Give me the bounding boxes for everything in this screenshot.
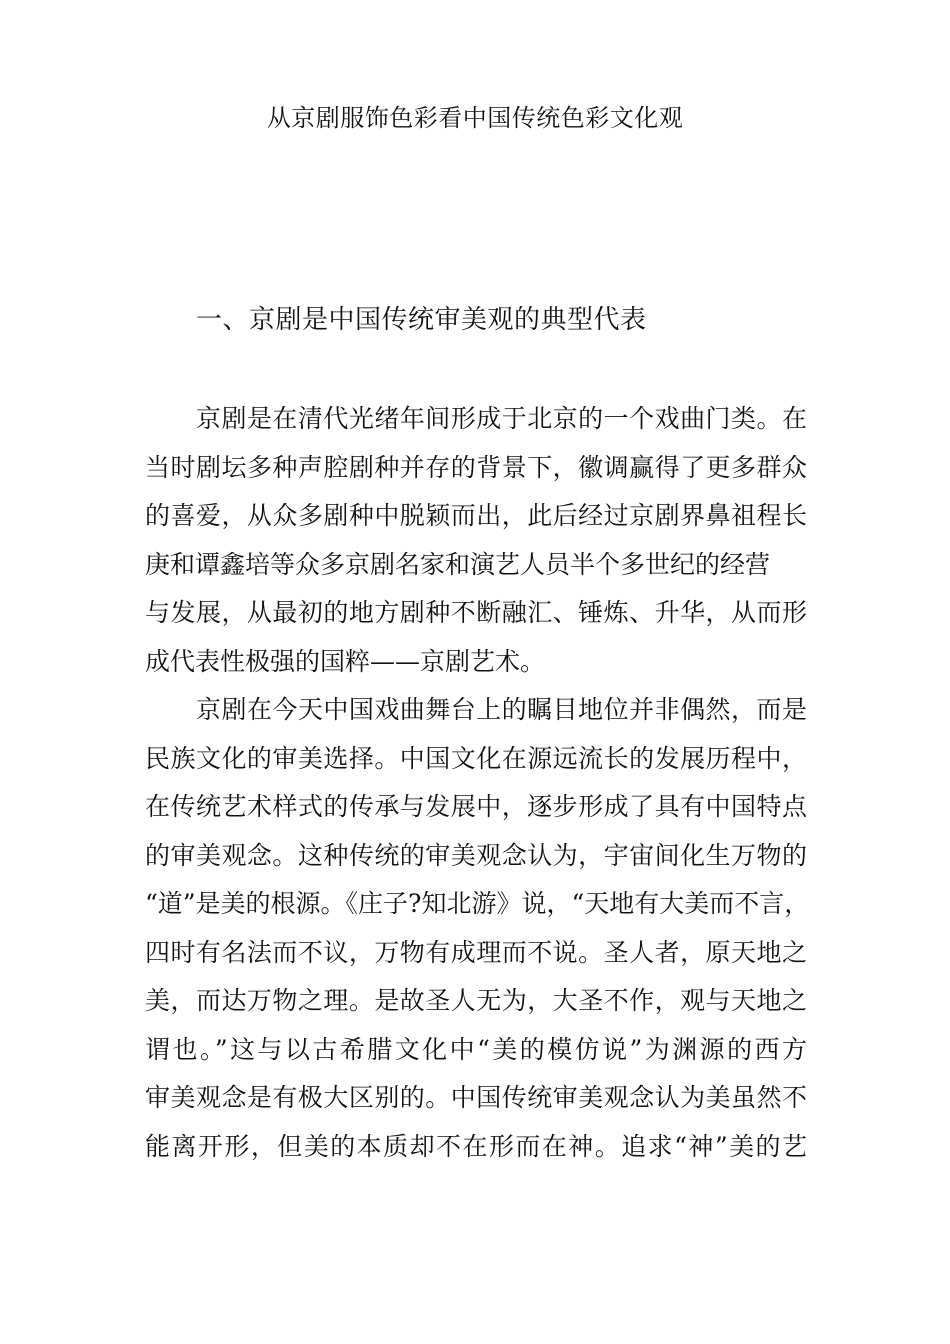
- paragraph-1-line-5: 与发展，从最初的地方剧种不断融汇、锤炼、升华，从而形: [145, 598, 807, 627]
- paragraph-2-line-8: 谓也。”这与以古希腊文化中“美的模仿说”为渊源的西方: [145, 1034, 807, 1064]
- paragraph-2-line-3: 在传统艺术样式的传承与发展中，逐步形成了具有中国特点: [145, 792, 807, 821]
- paragraph-2-line-10: 能离开形，但美的本质却不在形而在神。追求“神”美的艺: [145, 1131, 807, 1161]
- body-text: [145, 395, 810, 1171]
- paragraph-2-line-9: 审美观念是有极大区别的。中国传统审美观念认为美虽然不: [145, 1083, 807, 1112]
- paragraph-1-line-6: 成代表性极强的国粹——京剧艺术。: [145, 646, 546, 676]
- section-heading: 一、京剧是中国传统审美观的典型代表: [196, 305, 647, 335]
- paragraph-2-line-7: 美，而达万物之理。是故圣人无为，大圣不作，观与天地之: [145, 986, 807, 1015]
- paragraph-1-line-2: 当时剧坛多种声腔剧种并存的背景下，徽调赢得了更多群众: [145, 452, 807, 482]
- paragraph-2-line-5: “道”是美的根源。《庄子?知北游》说，“天地有大美而不言，: [145, 889, 810, 918]
- paragraph-1-line-3: 的喜爱，从众多剧种中脱颖而出，此后经过京剧界鼻祖程长: [145, 501, 807, 530]
- paragraph-2-line-1: 京剧在今天中国戏曲舞台上的瞩目地位并非偶然，而是: [196, 695, 807, 724]
- paragraph-2-line-2: 民族文化的审美选择。中国文化在源远流长的发展历程中，: [145, 743, 807, 773]
- paragraph-1-line-1: 京剧是在清代光绪年间形成于北京的一个戏曲门类。在: [196, 404, 807, 433]
- paragraph-2-line-4: 的审美观念。这种传统的审美观念认为，宇宙间化生万物的: [145, 840, 807, 870]
- paragraph-1-line-4: 庚和谭鑫培等众多京剧名家和演艺人员半个多世纪的经营: [145, 549, 771, 579]
- document-title: 从京剧服饰色彩看中国传统色彩文化观: [266, 104, 684, 132]
- paragraph-2-line-6: 四时有名法而不议，万物有成理而不说。圣人者，原天地之: [145, 937, 807, 967]
